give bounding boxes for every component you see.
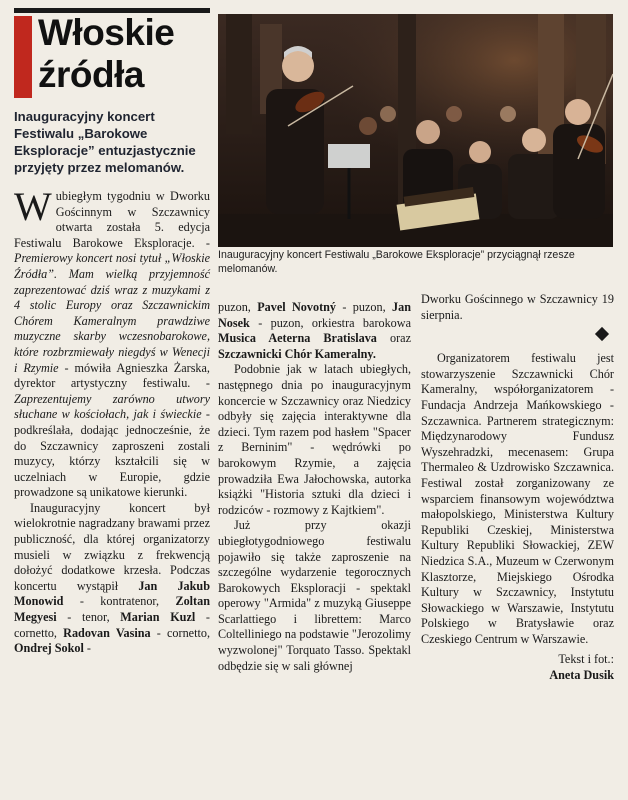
body-text: - cornetto, <box>150 625 210 640</box>
section-divider-diamond <box>595 327 609 341</box>
concert-photo-illustration <box>218 14 613 247</box>
quote-text: Zaprezentujemy zarówno utwory słuchane w kościołach, jak i świeckie <box>14 391 210 422</box>
paragraph <box>14 184 210 501</box>
body-text: - <box>83 641 91 656</box>
headline-line-2: źródła <box>38 54 144 95</box>
headline <box>38 12 213 96</box>
credit-label: Tekst i fot.: <box>558 652 614 667</box>
author-name: Aneta Dusik <box>549 668 614 683</box>
performer-name: Zoltan Megyesi <box>14 594 210 625</box>
body-text: oraz <box>376 331 411 346</box>
quote-text: Premierowy koncert nosi tytuł „Włoskie Źródła”. Mam wielką przyjemność zaprezentować dziś wraz z muzykami z 4 stolic Europy oraz Szczawnickim Chórem Kameralnym prawdziwe muzyczne skarby wczesnobarokowe, które rozbrzmiewały niegdyś w Wenecji i Rzymie <box>14 251 210 375</box>
body-text: - podkreślała, dodając jednocześnie, że do Szczawnicy zaproszeni zostali muzycy, którzy kształcili się w uczelniach w Europie, gdzie prowadzone są unikatowe kierunki. <box>14 407 210 500</box>
body-text: - mówiła Agnieszka Żarska, dyrektor artystyczny festiwalu. - <box>14 360 210 391</box>
body-text: - puzon, <box>336 300 393 314</box>
body-text: - kontratenor, <box>63 594 176 609</box>
paragraph: Podobnie jak w latach ubiegłych, następnego dnia po inauguracyjnym koncercie w Szczawnicy oraz Niedzicy odbyły się zajęcia interaktywne dla dzieci. Tym razem pod hasłem "Spacer z Berninim" - wędrówki po barokowym Rzymie, a zajęcia prowadziła Ewa Jałochowska, autorka książki "Historia sztuki dla dzieci i rodziców - rozmowy z Kajtkiem". <box>218 362 411 517</box>
performer-name: Pavel Novotný <box>257 300 337 314</box>
drop-cap: W <box>14 184 52 229</box>
article-column-1 <box>14 184 210 657</box>
performer-name: Jan Jakub Monowid <box>14 578 210 609</box>
body-text: - tenor, <box>56 610 121 625</box>
body-text: - cornetto, <box>14 610 210 640</box>
article-column-2 <box>218 300 411 674</box>
headline-line-1: Włoskie <box>38 12 175 53</box>
paragraph: Dworku Gościnnego w Szczawnicy 19 sierpnia. <box>421 292 614 322</box>
body-text: - puzon, orkiestra barokowa <box>249 315 411 330</box>
body-text: Inauguracyjny koncert był wielokrotnie nagradzany brawami przez publiczność, dla której organizatorzy musieli w związku z frekwencją dołożyć dodatkowe krzesła. Podczas koncertu wystąpił <box>14 500 210 593</box>
paragraph: Organizatorem festiwalu jest stowarzyszenie Szczawnicki Chór Kameralny, współorganizatorem - Fundacja Andrzeja Mańkowskiego - Szczawnica. Partnerem strategicznym: Międzynarodowy Fundusz Wyszehradzki, mecenasem: Grupa Thermaleo & Uzdrowisko Szczawnica. Festiwal został zorganizowany ze wsparciem finansowym województwa małopolskiego, Ministerstwa Kultury Republiki Czeskiej, Ministerstwa Kultury Republiki Słowackiej, ZEW Niedzica S.A., Muzeum w Czerwonym Klasztorze, Miejskiego Ośrodka Kultury w Szczawnicy, Instytutu Słowackiego w Warszawie, Instytutu Polskiego w Bratysławie oraz Czeskiego Centrum w Warszawie. <box>421 351 614 646</box>
ensemble-name: Musica Aeterna Bratislava <box>218 331 377 346</box>
headline-accent-bar <box>14 16 32 98</box>
ensemble-name: Szczawnicki Chór Kameralny. <box>218 346 376 361</box>
performer-name: Jan Nosek <box>218 300 411 330</box>
body-text: ubiegłym tygodniu w Dworku Gościnnym w Szczawnicy otwarta została 5. edycja Festiwalu Barokowe Eksploracje. - <box>14 189 210 250</box>
paragraph: Już przy okazji ubiegłotygodniowego festiwalu pojawiło się także zaproszenie na szczególne wydarzenie tegorocznych Barokowych Eksploracji - spektakl operowy "Armida" z muzyką Giuseppe Scarlattiego i librettem: Marco Coltelliniego na podstawie "Jerozolimy wyzwolonej" Torquato Tasso. Spektakl odbędzie się w sali głównej <box>218 518 411 673</box>
photo-caption: Inauguracyjny koncert Festiwalu „Barokowe Eksploracje” przyciągnął rzesze melomanów. <box>218 249 575 275</box>
performer-name: Radovan Vasina <box>63 625 151 640</box>
body-text: puzon, <box>218 300 258 314</box>
paragraph <box>14 501 210 657</box>
concert-photo <box>218 14 613 247</box>
performer-name: Ondrej Sokol <box>14 641 84 656</box>
paragraph <box>218 300 411 362</box>
author-credit <box>421 651 614 683</box>
performer-name: Marian Kuzl <box>120 610 196 625</box>
lede: Inauguracyjny koncert Festiwalu „Barokowe Eksploracje” entuzjastycznie przyjęty przez melomanów. <box>14 109 196 175</box>
article-column-3 <box>421 292 614 683</box>
